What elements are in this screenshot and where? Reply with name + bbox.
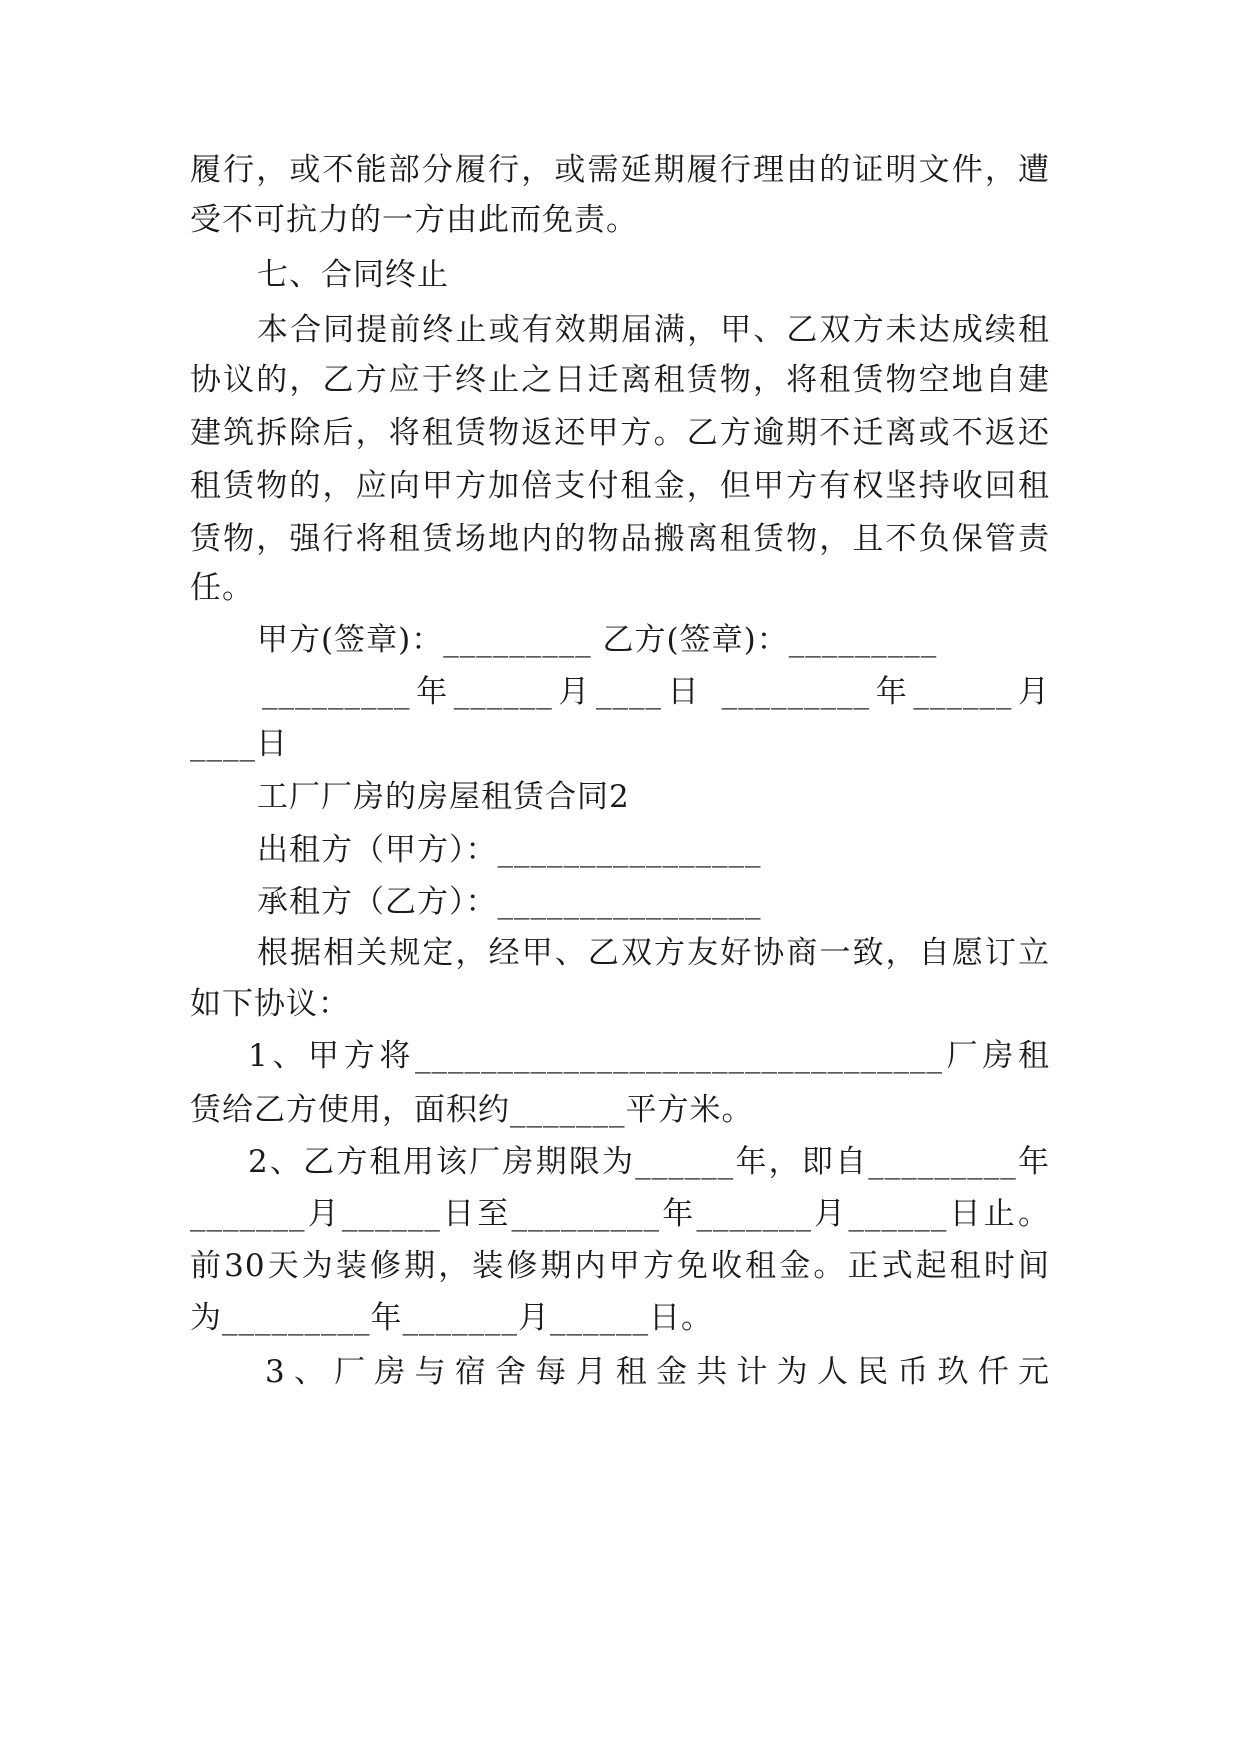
contract-title: 工厂厂房的房屋租赁合同2 bbox=[257, 779, 630, 815]
clause-2-line: 2、乙方租用该厂房期限为______年，即自_________年 bbox=[248, 1144, 1050, 1180]
date-line: ____日 bbox=[190, 726, 288, 762]
section-heading: 七、合同终止 bbox=[257, 257, 449, 293]
paragraph-line: 建筑拆除后，将租赁物返还甲方。乙方逾期不迁离或不返还 bbox=[190, 415, 1050, 451]
clause-3-line: 3、厂房与宿舍每月租金共计为人民币玖仟元 bbox=[265, 1354, 1050, 1390]
paragraph-line: 协议的，乙方应于终止之日迁离租赁物，将租赁物空地自建 bbox=[190, 362, 1050, 398]
lessee-field: 承租方（乙方）：________________ bbox=[257, 884, 762, 920]
paragraph-line: 任。 bbox=[190, 570, 254, 606]
paragraph-line: 履行，或不能部分履行，或需延期履行理由的证明文件，遭 bbox=[190, 152, 1050, 188]
paragraph-line: 受不可抗力的一方由此而免责。 bbox=[190, 202, 638, 238]
signature-line: 甲方(签章)：_________ 乙方(签章)：_________ bbox=[257, 622, 938, 658]
lessor-field: 出租方（甲方）：________________ bbox=[257, 832, 762, 868]
clause-2-line: 为_________年_______月______日。 bbox=[190, 1300, 713, 1336]
date-line: _________年______月____日 _________年______月 bbox=[262, 674, 1050, 710]
paragraph-line: 如下协议： bbox=[190, 986, 350, 1022]
clause-2-line: _______月______日至_________年_______月______日止。 bbox=[190, 1196, 1050, 1232]
paragraph-line: 租赁物的，应向甲方加倍支付租金，但甲方有权坚持收回租 bbox=[190, 468, 1050, 504]
paragraph-line: 本合同提前终止或有效期届满，甲、乙双方未达成续租 bbox=[257, 312, 1050, 348]
clause-1-line: 1、甲方将________________________________厂房租 bbox=[248, 1038, 1050, 1074]
paragraph-line: 根据相关规定，经甲、乙双方友好协商一致，自愿订立 bbox=[257, 935, 1050, 971]
paragraph-line: 赁物，强行将租赁场地内的物品搬离租赁物，且不负保管责 bbox=[190, 521, 1050, 557]
clause-1-line: 赁给乙方使用，面积约_______平方米。 bbox=[190, 1092, 754, 1128]
clause-2-line: 前30天为装修期，装修期内甲方免收租金。正式起租时间 bbox=[190, 1248, 1050, 1284]
